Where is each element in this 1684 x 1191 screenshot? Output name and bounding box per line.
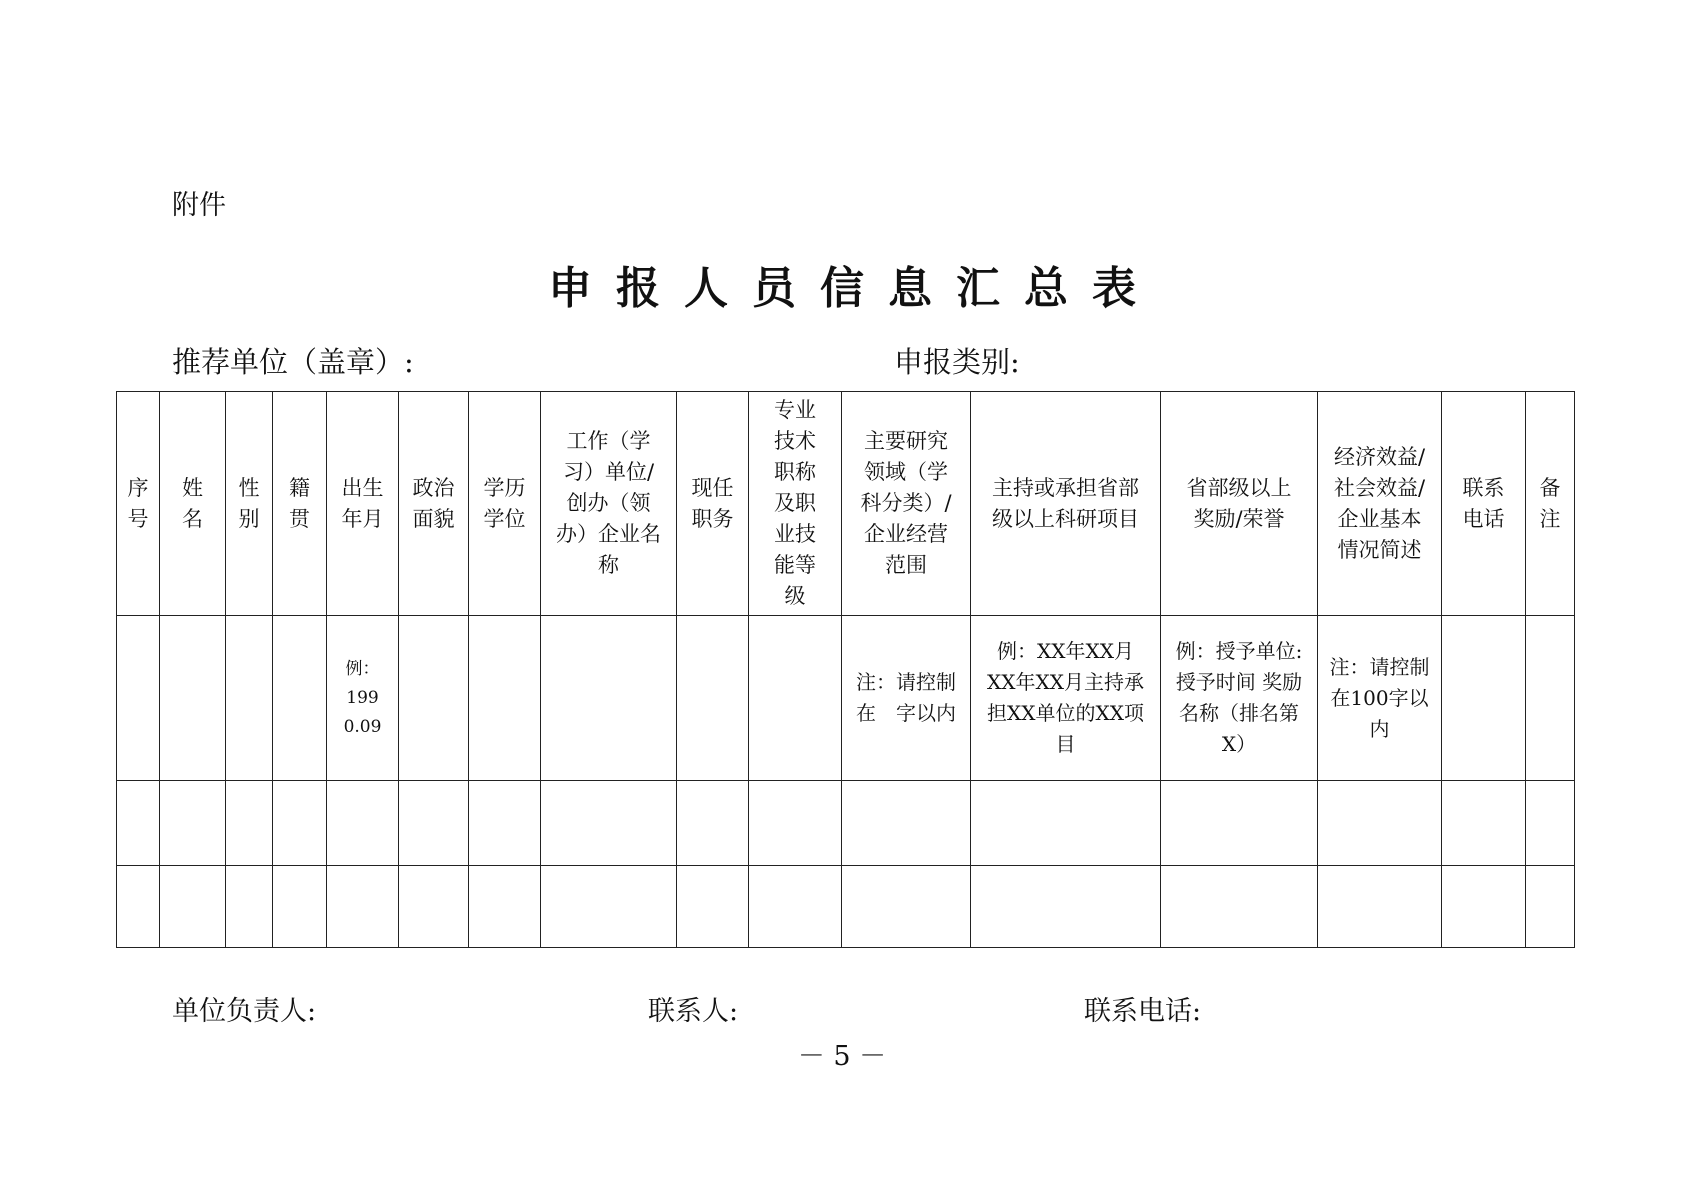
table-cell[interactable] bbox=[842, 781, 971, 866]
header-cell: 联系电话 bbox=[1442, 392, 1526, 616]
table-cell[interactable] bbox=[749, 781, 842, 866]
table-cell[interactable] bbox=[1442, 866, 1526, 948]
research-note-cell[interactable]: 注：请控制在 字以内 bbox=[842, 616, 971, 781]
benefit-note-cell[interactable]: 注：请控制在100字以内 bbox=[1318, 616, 1442, 781]
header-row bbox=[117, 392, 1575, 616]
table-cell[interactable] bbox=[469, 616, 541, 781]
table-cell[interactable] bbox=[541, 781, 677, 866]
table-cell[interactable] bbox=[1318, 781, 1442, 866]
recommend-unit-label: 推荐单位（盖章）: bbox=[172, 345, 414, 379]
header-cell: 出生年月 bbox=[327, 392, 399, 616]
table-cell[interactable] bbox=[226, 866, 273, 948]
attachment-label: 附件 bbox=[172, 190, 226, 221]
header-cell: 现任职务 bbox=[677, 392, 749, 616]
contact-phone-label: 联系电话: bbox=[1084, 996, 1202, 1027]
table-cell[interactable] bbox=[1442, 616, 1526, 781]
table-cell[interactable] bbox=[327, 781, 399, 866]
table-cell[interactable] bbox=[327, 866, 399, 948]
table-cell[interactable] bbox=[399, 616, 469, 781]
table-cell[interactable] bbox=[1526, 616, 1575, 781]
table-cell[interactable] bbox=[677, 616, 749, 781]
header-cell: 性别 bbox=[226, 392, 273, 616]
table-cell[interactable] bbox=[1526, 866, 1575, 948]
header-cell: 籍贯 bbox=[273, 392, 327, 616]
table-cell[interactable] bbox=[469, 781, 541, 866]
table-cell[interactable] bbox=[1526, 781, 1575, 866]
header-cell: 学历学位 bbox=[469, 392, 541, 616]
table-cell[interactable] bbox=[160, 781, 226, 866]
table-cell[interactable] bbox=[541, 866, 677, 948]
table-cell[interactable] bbox=[971, 781, 1161, 866]
header-cell: 经济效益/社会效益/企业基本情况简述 bbox=[1318, 392, 1442, 616]
header-cell: 政治面貌 bbox=[399, 392, 469, 616]
unit-head-label: 单位负责人: bbox=[172, 996, 317, 1027]
table-cell[interactable] bbox=[117, 866, 160, 948]
header-cell: 姓名 bbox=[160, 392, 226, 616]
table-cell[interactable] bbox=[273, 781, 327, 866]
header-cell: 省部级以上奖励/荣誉 bbox=[1161, 392, 1318, 616]
table-cell[interactable] bbox=[1161, 866, 1318, 948]
table-row bbox=[117, 781, 1575, 866]
table-row bbox=[117, 866, 1575, 948]
header-cell: 专业技术职称及职业技能等级 bbox=[749, 392, 842, 616]
table-cell[interactable] bbox=[842, 866, 971, 948]
header-cell: 工作（学习）单位/创办（领办）企业名称 bbox=[541, 392, 677, 616]
table-cell[interactable] bbox=[226, 781, 273, 866]
table-cell[interactable] bbox=[117, 781, 160, 866]
header-cell: 备注 bbox=[1526, 392, 1575, 616]
header-cell: 序号 bbox=[117, 392, 160, 616]
table-cell[interactable] bbox=[541, 616, 677, 781]
page-title: 申报人员信息汇总表 bbox=[548, 263, 1160, 314]
table-cell[interactable] bbox=[749, 866, 842, 948]
table-cell[interactable] bbox=[677, 866, 749, 948]
table-cell[interactable] bbox=[160, 616, 226, 781]
table-cell[interactable] bbox=[469, 866, 541, 948]
table-cell[interactable] bbox=[399, 866, 469, 948]
category-label: 申报类别: bbox=[894, 345, 1020, 379]
award-example-cell[interactable]: 例：授予单位:授予时间 奖励名称（排名第X） bbox=[1161, 616, 1318, 781]
table-cell[interactable] bbox=[1442, 781, 1526, 866]
table-cell[interactable] bbox=[1161, 781, 1318, 866]
project-example-cell[interactable]: 例：XX年XX月 XX年XX月主持承担XX单位的XX项目 bbox=[971, 616, 1161, 781]
table-cell[interactable] bbox=[160, 866, 226, 948]
summary-table bbox=[116, 391, 1575, 948]
table-cell[interactable] bbox=[1318, 866, 1442, 948]
table-cell[interactable] bbox=[399, 781, 469, 866]
page-number: － 5 － bbox=[797, 1041, 887, 1072]
table-cell[interactable] bbox=[273, 616, 327, 781]
header-cell: 主持或承担省部级以上科研项目 bbox=[971, 392, 1161, 616]
example-row bbox=[117, 616, 1575, 781]
table-cell[interactable] bbox=[971, 866, 1161, 948]
table-cell[interactable] bbox=[117, 616, 160, 781]
contact-person-label: 联系人: bbox=[648, 996, 739, 1027]
table-cell[interactable] bbox=[677, 781, 749, 866]
header-cell: 主要研究领域（学科分类）/企业经营范围 bbox=[842, 392, 971, 616]
table-cell[interactable] bbox=[749, 616, 842, 781]
birth-example-cell[interactable]: 例：1990.09 bbox=[327, 616, 399, 781]
table-cell[interactable] bbox=[273, 866, 327, 948]
table-cell[interactable] bbox=[226, 616, 273, 781]
